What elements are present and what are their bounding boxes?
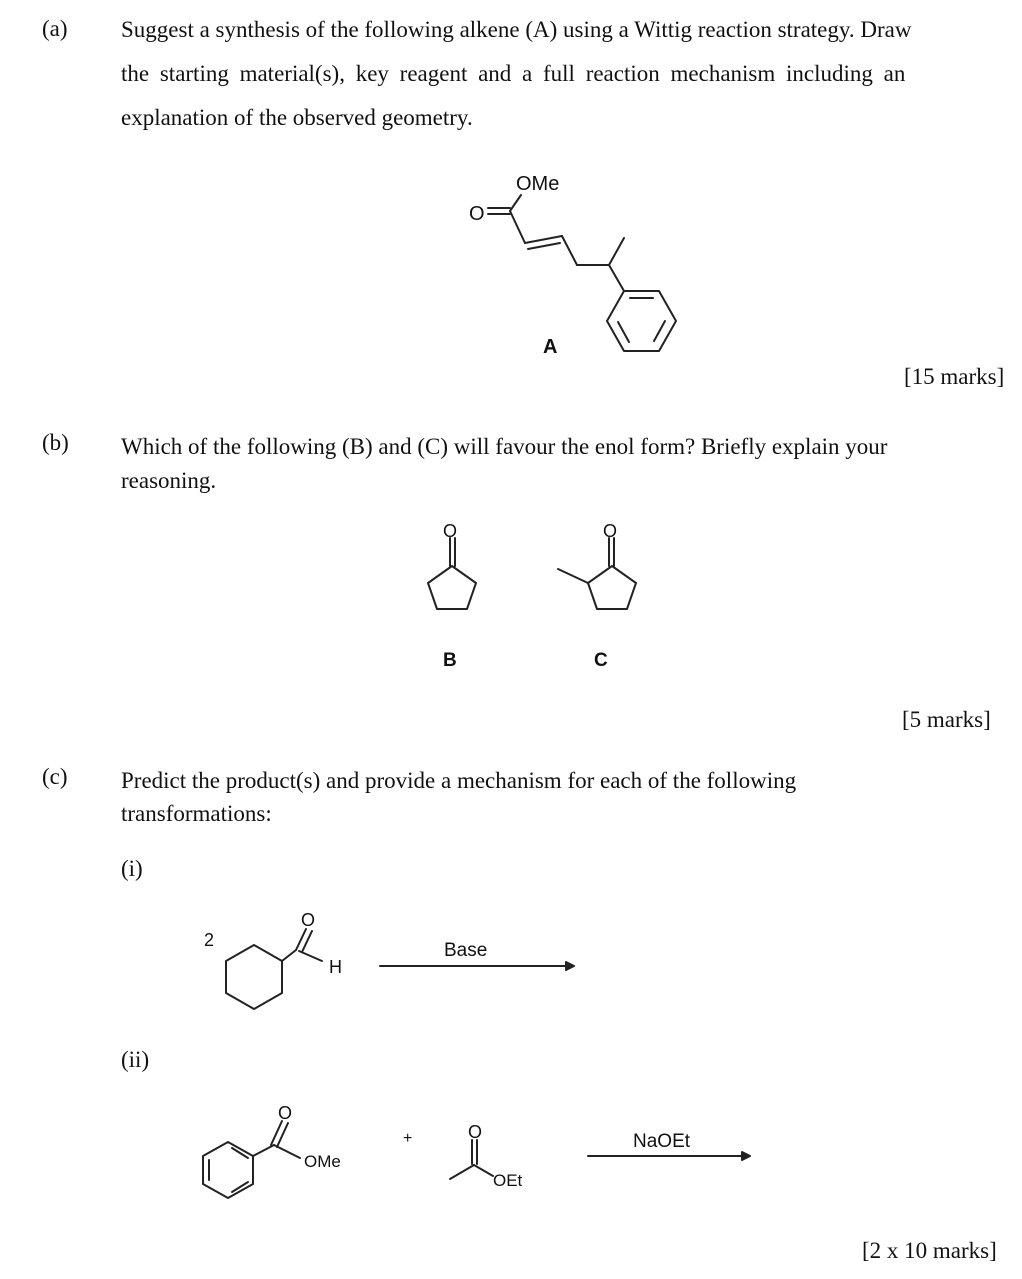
ii-ester1-o-bond (274, 1145, 300, 1158)
part-b-question (121, 430, 887, 498)
sub-ii-label: (ii) (121, 1047, 150, 1072)
b-atom-o: O (443, 521, 458, 541)
a-ester-single-bond (510, 195, 521, 211)
part-a-line-2: the starting material(s), key reagent and a full reaction mechanism including an (121, 61, 906, 86)
reaction-ii-arrowhead (742, 1152, 750, 1160)
structure-a (469, 173, 676, 358)
compound-label-a: A (543, 336, 558, 358)
a-aromatic-bond-3 (618, 322, 629, 342)
a-chain-bond-1 (562, 236, 577, 265)
c-atom-o: O (603, 521, 618, 541)
i-aldehyde-h-bond (299, 951, 322, 961)
ii-ester1-atom-o: O (278, 1103, 293, 1123)
reaction-i-arrowhead (566, 962, 574, 970)
part-b-label: (b) (42, 430, 69, 455)
a-atom-ome: OMe (516, 173, 560, 195)
a-alkene-second-bond (528, 243, 560, 249)
a-alpha-bond (510, 211, 525, 243)
i-cyclohexane-ring (226, 945, 282, 1009)
ii-ring-to-carbonyl-bond (253, 1145, 274, 1156)
reaction-i-reagent: Base (444, 940, 488, 961)
part-c-question (121, 764, 796, 830)
i-atom-h: H (329, 957, 342, 977)
reaction-i-coefficient: 2 (204, 930, 215, 950)
structure-b (428, 521, 476, 671)
i-atom-o: O (301, 910, 316, 930)
ii-ester1-atom-ome: OMe (304, 1152, 341, 1171)
reaction-ii-reagent: NaOEt (633, 1131, 691, 1152)
a-methyl-bond (609, 238, 624, 265)
c-methyl-bond (558, 569, 588, 583)
part-c-line-1: Predict the product(s) and provide a mechanism for each of the following (121, 768, 797, 793)
part-c-label: (c) (42, 764, 68, 789)
ii-benzene-ring (203, 1142, 253, 1198)
compound-label-b: B (443, 650, 457, 671)
ii-ester2-atom-o: O (468, 1122, 483, 1142)
part-a-marks: [15 marks] (904, 364, 1005, 389)
compound-label-c: C (594, 650, 608, 671)
reaction-ii-plus: + (403, 1130, 413, 1147)
ii-ester2-methyl-bond (450, 1165, 474, 1179)
part-c-line-2: transformations: (121, 801, 272, 826)
sub-i-label: (i) (121, 856, 143, 881)
part-c-marks: [2 x 10 marks] (862, 1238, 997, 1263)
part-a-line-1: Suggest a synthesis of the following alkene (A) using a Wittig reaction strategy. Draw (121, 17, 912, 42)
part-a-label: (a) (42, 16, 68, 41)
a-aromatic-bond-2 (654, 321, 665, 341)
a-aryl-bond (609, 265, 624, 291)
a-atom-o: O (469, 203, 485, 225)
ii-ester2-o-bond (474, 1165, 493, 1176)
ii-ester2-atom-oet: OEt (493, 1171, 523, 1190)
c-cyclopentane-ring (588, 566, 636, 609)
reaction-ii (203, 1103, 750, 1198)
part-a-line-3: explanation of the observed geometry. (121, 105, 473, 130)
reaction-i (204, 910, 574, 1009)
part-b-marks: [5 marks] (902, 707, 991, 732)
a-alkene-bond (525, 236, 562, 243)
structure-c (558, 521, 636, 671)
part-b-line-1: Which of the following (B) and (C) will favour the enol form? Briefly explain your (121, 434, 888, 459)
b-cyclopentane-ring (428, 566, 476, 609)
i-ring-to-carbonyl-bond (282, 950, 296, 961)
part-b-line-2: reasoning. (121, 468, 217, 493)
